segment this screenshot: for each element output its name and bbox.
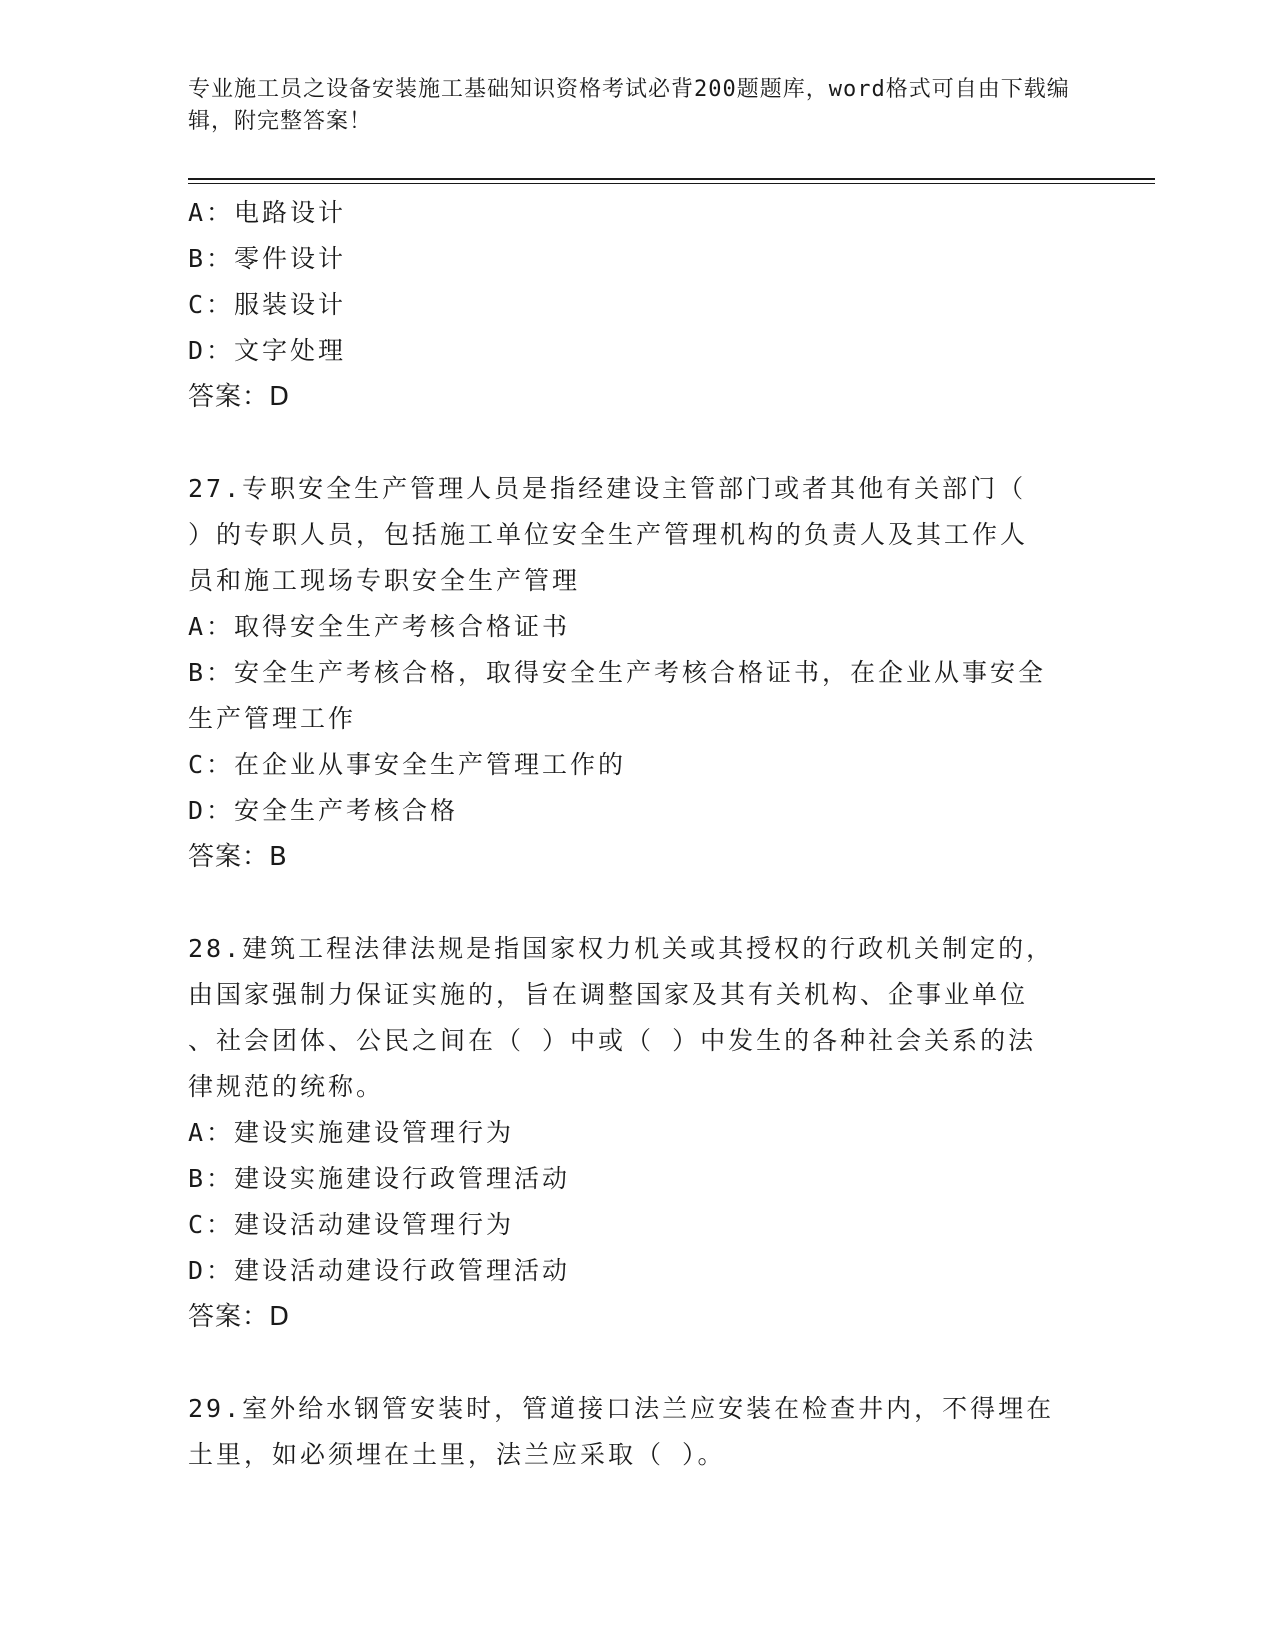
question-stem-line: 律规范的统称。 — [188, 1072, 385, 1101]
question-stem-line: 由国家强制力保证实施的，旨在调整国家及其有关机构、企事业单位 — [188, 980, 1029, 1009]
answer-line: 答案：D — [188, 382, 291, 412]
question-26-block — [188, 190, 1088, 420]
option-d: D：安全生产考核合格 — [188, 796, 459, 825]
question-stem-line: ）的专职人员，包括施工单位安全生产管理机构的负责人及其工作人 — [188, 520, 1029, 549]
option-b: B：安全生产考核合格，取得安全生产考核合格证书，在企业从事安全 — [188, 658, 1047, 687]
question-stem-line: 、社会团体、公民之间在（ ）中或（ ）中发生的各种社会关系的法 — [188, 1026, 1037, 1055]
option-b: B：建设实施建设行政管理活动 — [188, 1164, 571, 1193]
question-stem-line: 27.专职安全生产管理人员是指经建设主管部门或者其他有关部门（ — [188, 474, 1027, 503]
option-c: C：服装设计 — [188, 290, 347, 319]
question-29-block — [188, 1386, 1088, 1478]
question-stem-line: 土里，如必须埋在土里，法兰应采取（ ）。 — [188, 1440, 726, 1469]
option-b-continued: 生产管理工作 — [188, 704, 357, 733]
header-divider-thin — [188, 183, 1155, 184]
header-divider-thick — [188, 178, 1155, 180]
option-b: B：零件设计 — [188, 244, 347, 273]
answer-line: 答案：D — [188, 1302, 291, 1332]
question-stem-line: 28.建筑工程法律法规是指国家权力机关或其授权的行政机关制定的， — [188, 934, 1055, 963]
spacer — [188, 420, 1088, 466]
question-27-block — [188, 466, 1088, 880]
question-28-block — [188, 926, 1088, 1340]
option-a: A：取得安全生产考核合格证书 — [188, 612, 571, 641]
spacer — [188, 880, 1088, 926]
option-c: C：建设活动建设管理行为 — [188, 1210, 515, 1239]
question-stem-line: 员和施工现场专职安全生产管理 — [188, 566, 581, 595]
option-a: A：电路设计 — [188, 198, 347, 227]
option-d: D：建设活动建设行政管理活动 — [188, 1256, 571, 1285]
option-c: C：在企业从事安全生产管理工作的 — [188, 750, 627, 779]
document-header-title: 专业施工员之设备安装施工基础知识资格考试必背200题题库，word格式可自由下载编辑，附完整答案！ — [188, 77, 1070, 134]
spacer — [188, 1340, 1088, 1386]
answer-line: 答案：B — [188, 842, 288, 872]
document-body — [188, 190, 1088, 1478]
option-a: A：建设实施建设管理行为 — [188, 1118, 515, 1147]
question-stem-line: 29.室外给水钢管安装时，管道接口法兰应安装在检查井内，不得埋在 — [188, 1394, 1055, 1423]
option-d: D：文字处理 — [188, 336, 347, 365]
